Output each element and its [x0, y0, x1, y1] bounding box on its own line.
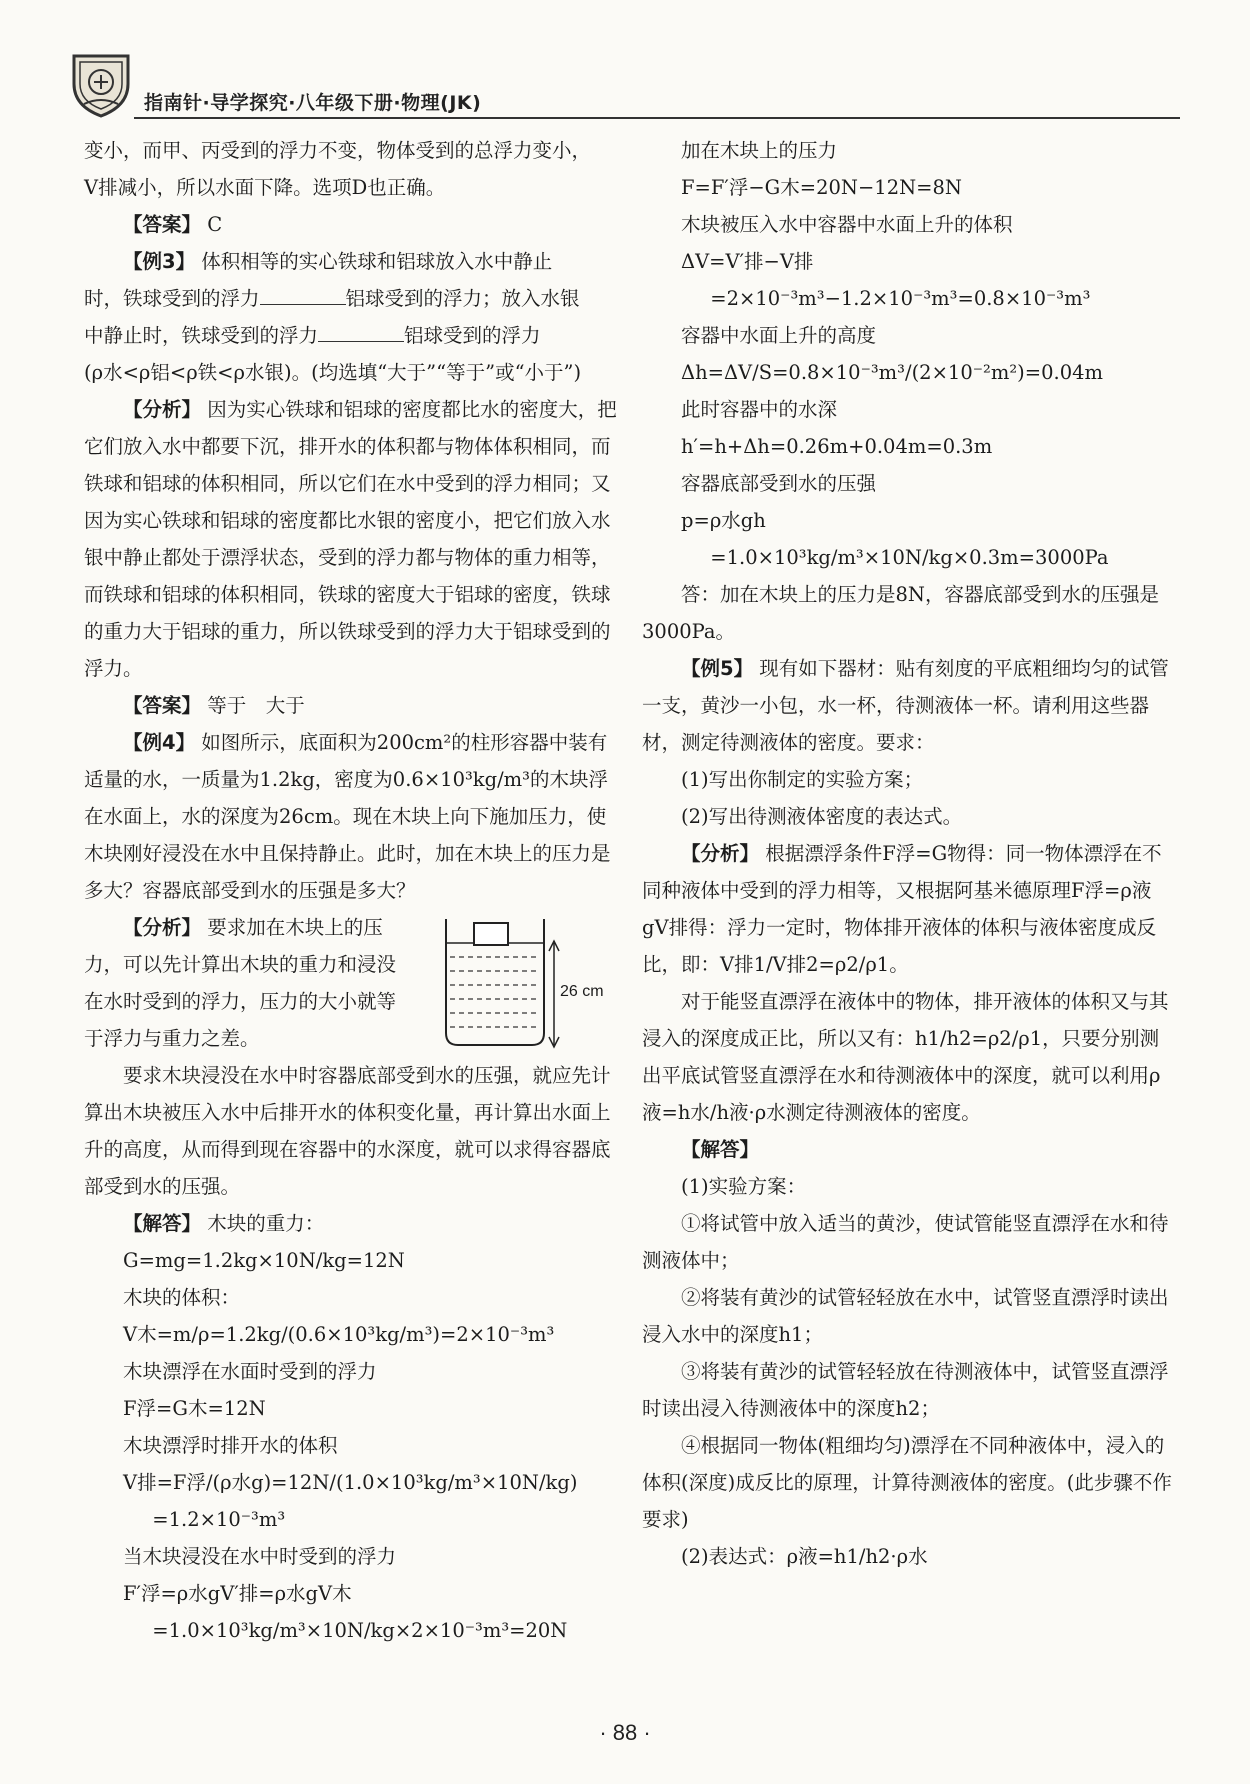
example-label: 【例5】: [681, 657, 754, 680]
example-text: 铝球受到的浮力；放入水银: [345, 287, 580, 310]
step-line: ④根据同一物体(粗细均匀)漂浮在不同种液体中，浸入的体积(深度)成反比的原理，计算待测液体的密度。(此步骤不作要求): [642, 1434, 1172, 1531]
page-number: · 88 ·: [599, 1720, 651, 1745]
analysis-with-figure: [84, 909, 620, 1057]
answer-text: C: [207, 213, 223, 236]
answer-line: [84, 206, 620, 243]
solution-line: 容器底部受到水的压强: [681, 472, 877, 495]
solution-line: [84, 1205, 620, 1242]
solution-line: 容器中水面上升的高度: [681, 324, 877, 347]
formula-line: =1.0×10³kg/m³×10N/kg×0.3m=3000Pa: [710, 546, 1109, 569]
solution-line: (1)实验方案：: [681, 1175, 807, 1198]
left-column: [84, 132, 620, 1649]
analysis-paragraph: [84, 909, 414, 1057]
container-figure: [442, 913, 612, 1053]
example-text: 现有如下器材：贴有刻度的平底粗细均匀的试管一支，黄沙一小包，水一杯，待测液体一杯。请利用这些器材，测定待测液体的密度。要求：: [642, 657, 1169, 754]
step-line: ②将装有黄沙的试管轻轻放在水中，试管竖直漂浮时读出浸入水中的深度h1；: [642, 1286, 1169, 1346]
analysis-label: 【分析】: [123, 398, 202, 421]
header-rule: [134, 117, 1180, 119]
analysis-label: 【分析】: [681, 842, 760, 865]
example-3-line: (ρ水<ρ铝<ρ铁<ρ水银)。(均选填“大于”“等于”或“小于”): [84, 361, 582, 384]
answer-label: 【答案】: [123, 213, 202, 236]
solution-line: 木块漂浮在水面时受到的浮力: [123, 1360, 377, 1383]
formula-line: G=mg=1.2kg×10N/kg=12N: [123, 1249, 405, 1272]
formula-line: V木=m/ρ=1.2kg/(0.6×10³kg/m³)=2×10⁻³m³: [123, 1323, 555, 1346]
text-line: V排减小，所以水面下降。选项D也正确。: [84, 176, 446, 199]
example-3-line: [84, 317, 620, 354]
text-line: 变小，而甲、丙受到的浮力不变，物体受到的总浮力变小，: [84, 139, 592, 162]
analysis-label: 【分析】: [123, 916, 202, 939]
formula-line: F′浮=ρ水gV′排=ρ水gV木: [123, 1582, 352, 1605]
formula-line: h′=h+Δh=0.26m+0.04m=0.3m: [681, 435, 993, 458]
formula-line: V排=F浮/(ρ水g)=12N/(1.0×10³kg/m³×10N/kg): [123, 1471, 578, 1494]
solution-line: 木块的体积：: [123, 1286, 241, 1309]
step-line: ③将装有黄沙的试管轻轻放在待测液体中，试管竖直漂浮时读出浸入待测液体中的深度h2；: [642, 1360, 1169, 1420]
example-text: 如图所示，底面积为200cm²的柱形容器中装有适量的水，一质量为1.2kg，密度为0.6×10³kg/m³的木块浮在水面上，水的深度为26cm。现在木块上向下施加压力，使木块刚好浸没在水中且保持静止。此时，加在木块上的压力是多大？容器底部受到水的压强是多大？: [84, 731, 611, 902]
formula-line: p=ρ水gh: [681, 509, 766, 532]
formula-line: F浮=G木=12N: [123, 1397, 266, 1420]
solution-label: 【解答】: [681, 1138, 760, 1161]
analysis-text: 根据漂浮条件F浮=G物得：同一物体漂浮在不同种液体中受到的浮力相等，又根据阿基米德原理F浮=ρ液gV排得：浮力一定时，物体排开液体的体积与液体密度成反比，即：V排1/V排2=ρ2/ρ1。: [642, 842, 1162, 976]
example-text: 铝球受到的浮力: [404, 324, 541, 347]
formula-line: =1.0×10³kg/m³×10N/kg×2×10⁻³m³=20N: [152, 1619, 568, 1642]
answer-line: [84, 687, 620, 724]
answer-text: 等于 大于: [207, 694, 305, 717]
analysis-paragraph: 对于能竖直漂浮在液体中的物体，排开液体的体积又与其浸入的深度成正比，所以又有：h1/h2=ρ2/ρ1，只要分别测出平底试管竖直漂浮在水和待测液体中的深度，就可以利用ρ液=h水/h液·ρ水测定待测液体的密度。: [642, 990, 1169, 1124]
formula-line: F=F′浮−G木=20N−12N=8N: [681, 176, 962, 199]
solution-line: 此时容器中的水深: [681, 398, 838, 421]
example-4-paragraph: [84, 724, 620, 909]
page-header: [68, 48, 1180, 120]
book-title: 指南针·导学探究·八年级下册·物理(JK): [144, 92, 482, 114]
formula-line: ΔV=V′排−V排: [681, 250, 814, 273]
example-label: 【例4】: [123, 731, 196, 754]
solution-line: 加在木块上的压力: [681, 139, 838, 162]
example-text: 时，铁球受到的浮力: [84, 287, 260, 310]
example-5-paragraph: [642, 650, 1176, 761]
analysis-text: 要求加在木块上的压力，可以先计算出木块的重力和浸没在水时受到的浮力，压力的大小就等于浮力与重力之差。: [84, 916, 397, 1050]
fill-blank: [318, 323, 404, 342]
depth-label: 26 cm: [560, 983, 604, 1000]
example-3-line: [84, 243, 620, 280]
solution-line: 当木块浸没在水中时受到的浮力: [123, 1545, 397, 1568]
solution-line: 木块漂浮时排开水的体积: [123, 1434, 338, 1457]
formula-line: =2×10⁻³m³−1.2×10⁻³m³=0.8×10⁻³m³: [710, 287, 1091, 310]
analysis-paragraph: [84, 391, 620, 687]
solution-line: 木块被压入水中容器中水面上升的体积: [681, 213, 1013, 236]
solution-label: 【解答】: [123, 1212, 202, 1235]
right-column: [642, 132, 1176, 1575]
fill-blank: [260, 286, 346, 305]
solution-label-line: [642, 1131, 1176, 1168]
analysis-paragraph: [642, 835, 1176, 983]
analysis-text: 因为实心铁球和铝球的密度都比水的密度大，把它们放入水中都要下沉，排开水的体积都与物体体积相同，而铁球和铝球的体积相同，所以它们在水中受到的浮力相同；又因为实心铁球和铝球的密度都比水银的密度小，把它们放入水银中静止都处于漂浮状态，受到的浮力都与物体的重力相等，而铁球和铝球的体积相同，铁球的密度大于铝球的密度，铁球的重力大于铝球的重力，所以铁球受到的浮力大于铝球受到的浮力。: [84, 398, 617, 680]
formula-line: (2)表达式：ρ液=h1/h2·ρ水: [681, 1545, 928, 1568]
step-line: ①将试管中放入适当的黄沙，使试管能竖直漂浮在水和待测液体中；: [642, 1212, 1169, 1272]
analysis-paragraph: 要求木块浸没在水中时容器底部受到水的压强，就应先计算出木块被压入水中后排开水的体积变化量，再计算出水面上升的高度，从而得到现在容器中的水深度，就可以求得容器底部受到水的压强。: [84, 1064, 611, 1198]
formula-line: Δh=ΔV/S=0.8×10⁻³m³/(2×10⁻²m²)=0.04m: [681, 361, 1104, 384]
example-3-line: [84, 280, 620, 317]
conclusion-line: 答：加在木块上的压力是8N，容器底部受到水的压强是3000Pa。: [642, 583, 1159, 643]
school-badge-icon: [68, 48, 134, 118]
answer-label: 【答案】: [123, 694, 202, 717]
example-label: 【例3】: [123, 250, 196, 273]
question-line: (2)写出待测液体密度的表达式。: [681, 805, 963, 828]
example-text: 体积相等的实心铁球和铝球放入水中静止: [201, 250, 553, 273]
example-text: 中静止时，铁球受到的浮力: [84, 324, 319, 347]
question-line: (1)写出你制定的实验方案；: [681, 768, 924, 791]
solution-text: 木块的重力：: [207, 1212, 325, 1235]
formula-line: =1.2×10⁻³m³: [152, 1508, 286, 1531]
